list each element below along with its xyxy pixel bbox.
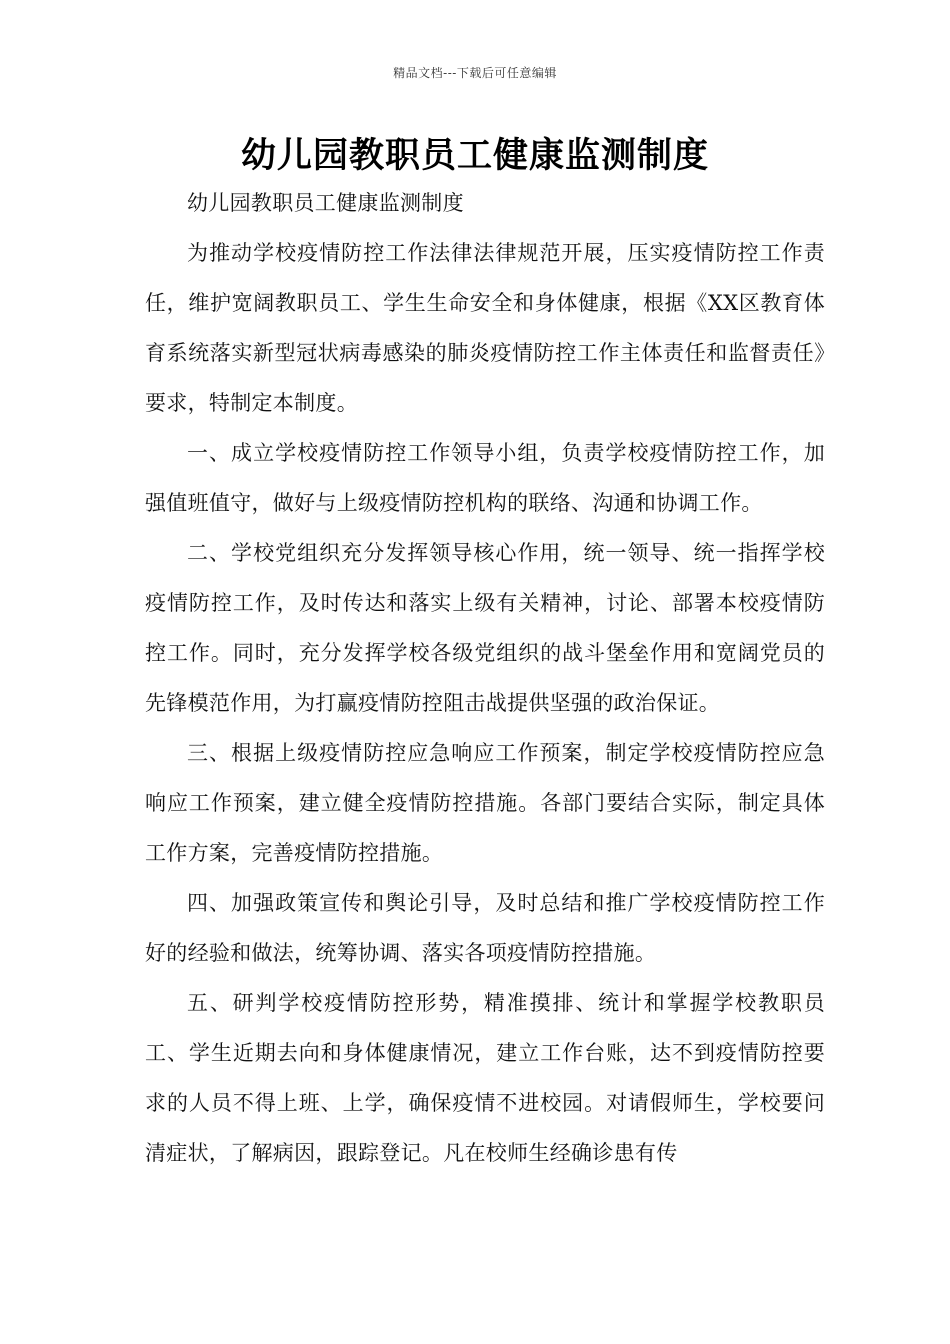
paragraph-item-4: 四、加强政策宣传和舆论引导，及时总结和推广学校疫情防控工作好的经验和做法，统筹协调、落实各项疫情防控措施。 [145, 891, 825, 965]
document-body [145, 178, 825, 1178]
paragraph-item-1: 一、成立学校疫情防控工作领导小组，负责学校疫情防控工作，加强值班值守，做好与上级疫情防控机构的联络、沟通和协调工作。 [145, 441, 825, 515]
paragraph-item-5: 五、研判学校疫情防控形势，精准摸排、统计和掌握学校教职员工、学生近期去向和身体健康情况，建立工作台账，达不到疫情防控要求的人员不得上班、上学，确保疫情不进校园。对请假师生，学校要问清症状，了解病因，跟踪登记。凡在校师生经确诊患有传 [145, 991, 825, 1165]
document-title: 幼儿园教职员工健康监测制度 [240, 135, 709, 176]
paragraph-intro: 为推动学校疫情防控工作法律法律规范开展，压实疫情防控工作责任，维护宽阔教职员工、学生生命安全和身体健康，根据《XX区教育体育系统落实新型冠状病毒感染的肺炎疫情防控工作主体责任和监督责任》要求，特制定本制度。 [145, 241, 825, 415]
paragraph-item-2: 二、学校党组织充分发挥领导核心作用，统一领导、统一指挥学校疫情防控工作，及时传达和落实上级有关精神，讨论、部署本校疫情防控工作。同时，充分发挥学校各级党组织的战斗堡垒作用和宽阔党员的先锋模范作用，为打赢疫情防控阻击战提供坚强的政治保证。 [145, 541, 825, 715]
paragraph-item-3: 三、根据上级疫情防控应急响应工作预案，制定学校疫情防控应急响应工作预案，建立健全疫情防控措施。各部门要结合实际，制定具体工作方案，完善疫情防控措施。 [145, 741, 825, 865]
paragraph-subtitle: 幼儿园教职员工健康监测制度 [187, 191, 464, 215]
header-note: 精品文档---下载后可任意编辑 [393, 66, 557, 80]
